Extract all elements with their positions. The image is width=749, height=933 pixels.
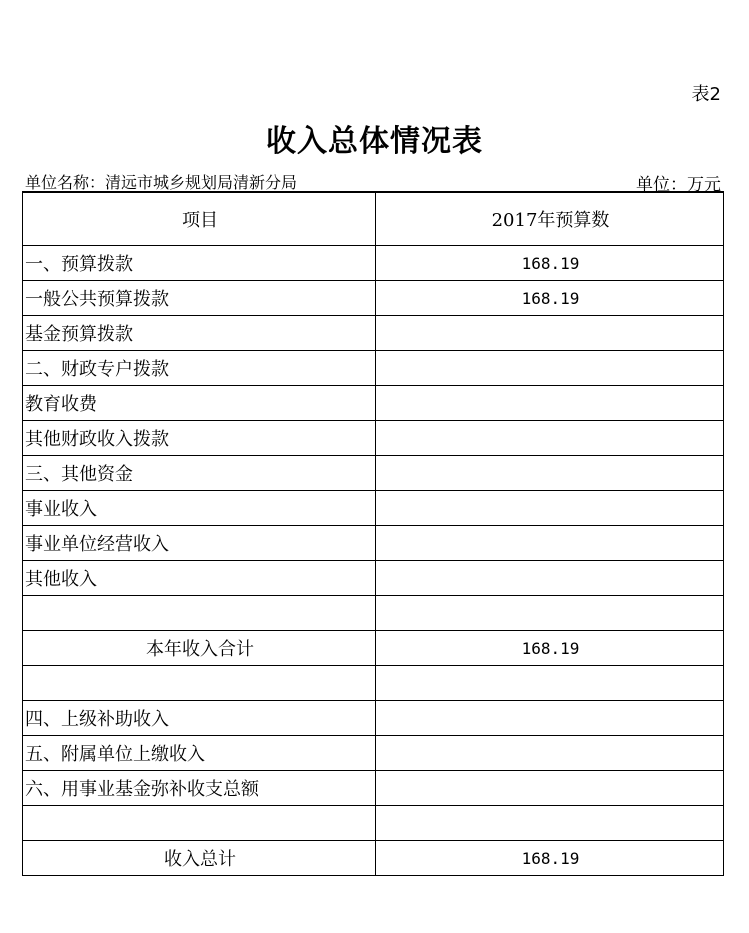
row-item-label: 六、用事业基金弥补收支总额 [23, 771, 376, 806]
column-header-budget: 2017年预算数 [376, 192, 724, 246]
row-budget-value [376, 526, 724, 561]
table-header-row [23, 192, 724, 246]
row-budget-value [376, 351, 724, 386]
unit-label: 单位：万元 [636, 175, 721, 195]
page-title: 收入总体情况表 [266, 124, 483, 159]
row-budget-value [376, 561, 724, 596]
row-item-label: 事业收入 [23, 491, 376, 526]
row-item-label: 五、附属单位上缴收入 [23, 736, 376, 771]
table-row [23, 771, 724, 806]
row-budget-value [376, 316, 724, 351]
table-row [23, 596, 724, 631]
row-item-label: 其他财政收入拨款 [23, 421, 376, 456]
table-row [23, 246, 724, 281]
row-item-label: 一般公共预算拨款 [23, 281, 376, 316]
unit-name: 单位名称：清远市城乡规划局清新分局 [25, 173, 298, 192]
row-item-label: 收入总计 [23, 841, 376, 876]
row-budget-value: 168.19 [376, 281, 724, 316]
income-table [22, 191, 724, 876]
table-row [23, 526, 724, 561]
row-budget-value [376, 491, 724, 526]
table-row [23, 421, 724, 456]
row-budget-value [376, 806, 724, 841]
table-row [23, 666, 724, 701]
row-item-label: 教育收费 [23, 386, 376, 421]
table-row [23, 631, 724, 666]
table-row [23, 491, 724, 526]
table-row [23, 806, 724, 841]
row-budget-value: 168.19 [376, 246, 724, 281]
row-item-label: 一、预算拨款 [23, 246, 376, 281]
row-budget-value [376, 421, 724, 456]
row-item-label: 基金预算拨款 [23, 316, 376, 351]
row-budget-value [376, 596, 724, 631]
table-row [23, 561, 724, 596]
row-item-label: 本年收入合计 [23, 631, 376, 666]
table-row [23, 701, 724, 736]
row-item-label: 二、财政专户拨款 [23, 351, 376, 386]
table-row [23, 736, 724, 771]
row-item-label: 事业单位经营收入 [23, 526, 376, 561]
column-header-item: 项目 [23, 192, 376, 246]
row-budget-value [376, 386, 724, 421]
row-item-label [23, 596, 376, 631]
row-budget-value [376, 736, 724, 771]
table-row [23, 316, 724, 351]
row-budget-value: 168.19 [376, 631, 724, 666]
row-item-label: 四、上级补助收入 [23, 701, 376, 736]
row-item-label: 三、其他资金 [23, 456, 376, 491]
table-row [23, 456, 724, 491]
row-budget-value [376, 456, 724, 491]
row-item-label [23, 666, 376, 701]
table-row [23, 386, 724, 421]
table-row [23, 841, 724, 876]
table-number: 表2 [691, 84, 721, 105]
row-item-label [23, 806, 376, 841]
row-budget-value [376, 666, 724, 701]
table-row [23, 351, 724, 386]
row-budget-value: 168.19 [376, 841, 724, 876]
row-item-label: 其他收入 [23, 561, 376, 596]
row-budget-value [376, 771, 724, 806]
row-budget-value [376, 701, 724, 736]
table-row [23, 281, 724, 316]
